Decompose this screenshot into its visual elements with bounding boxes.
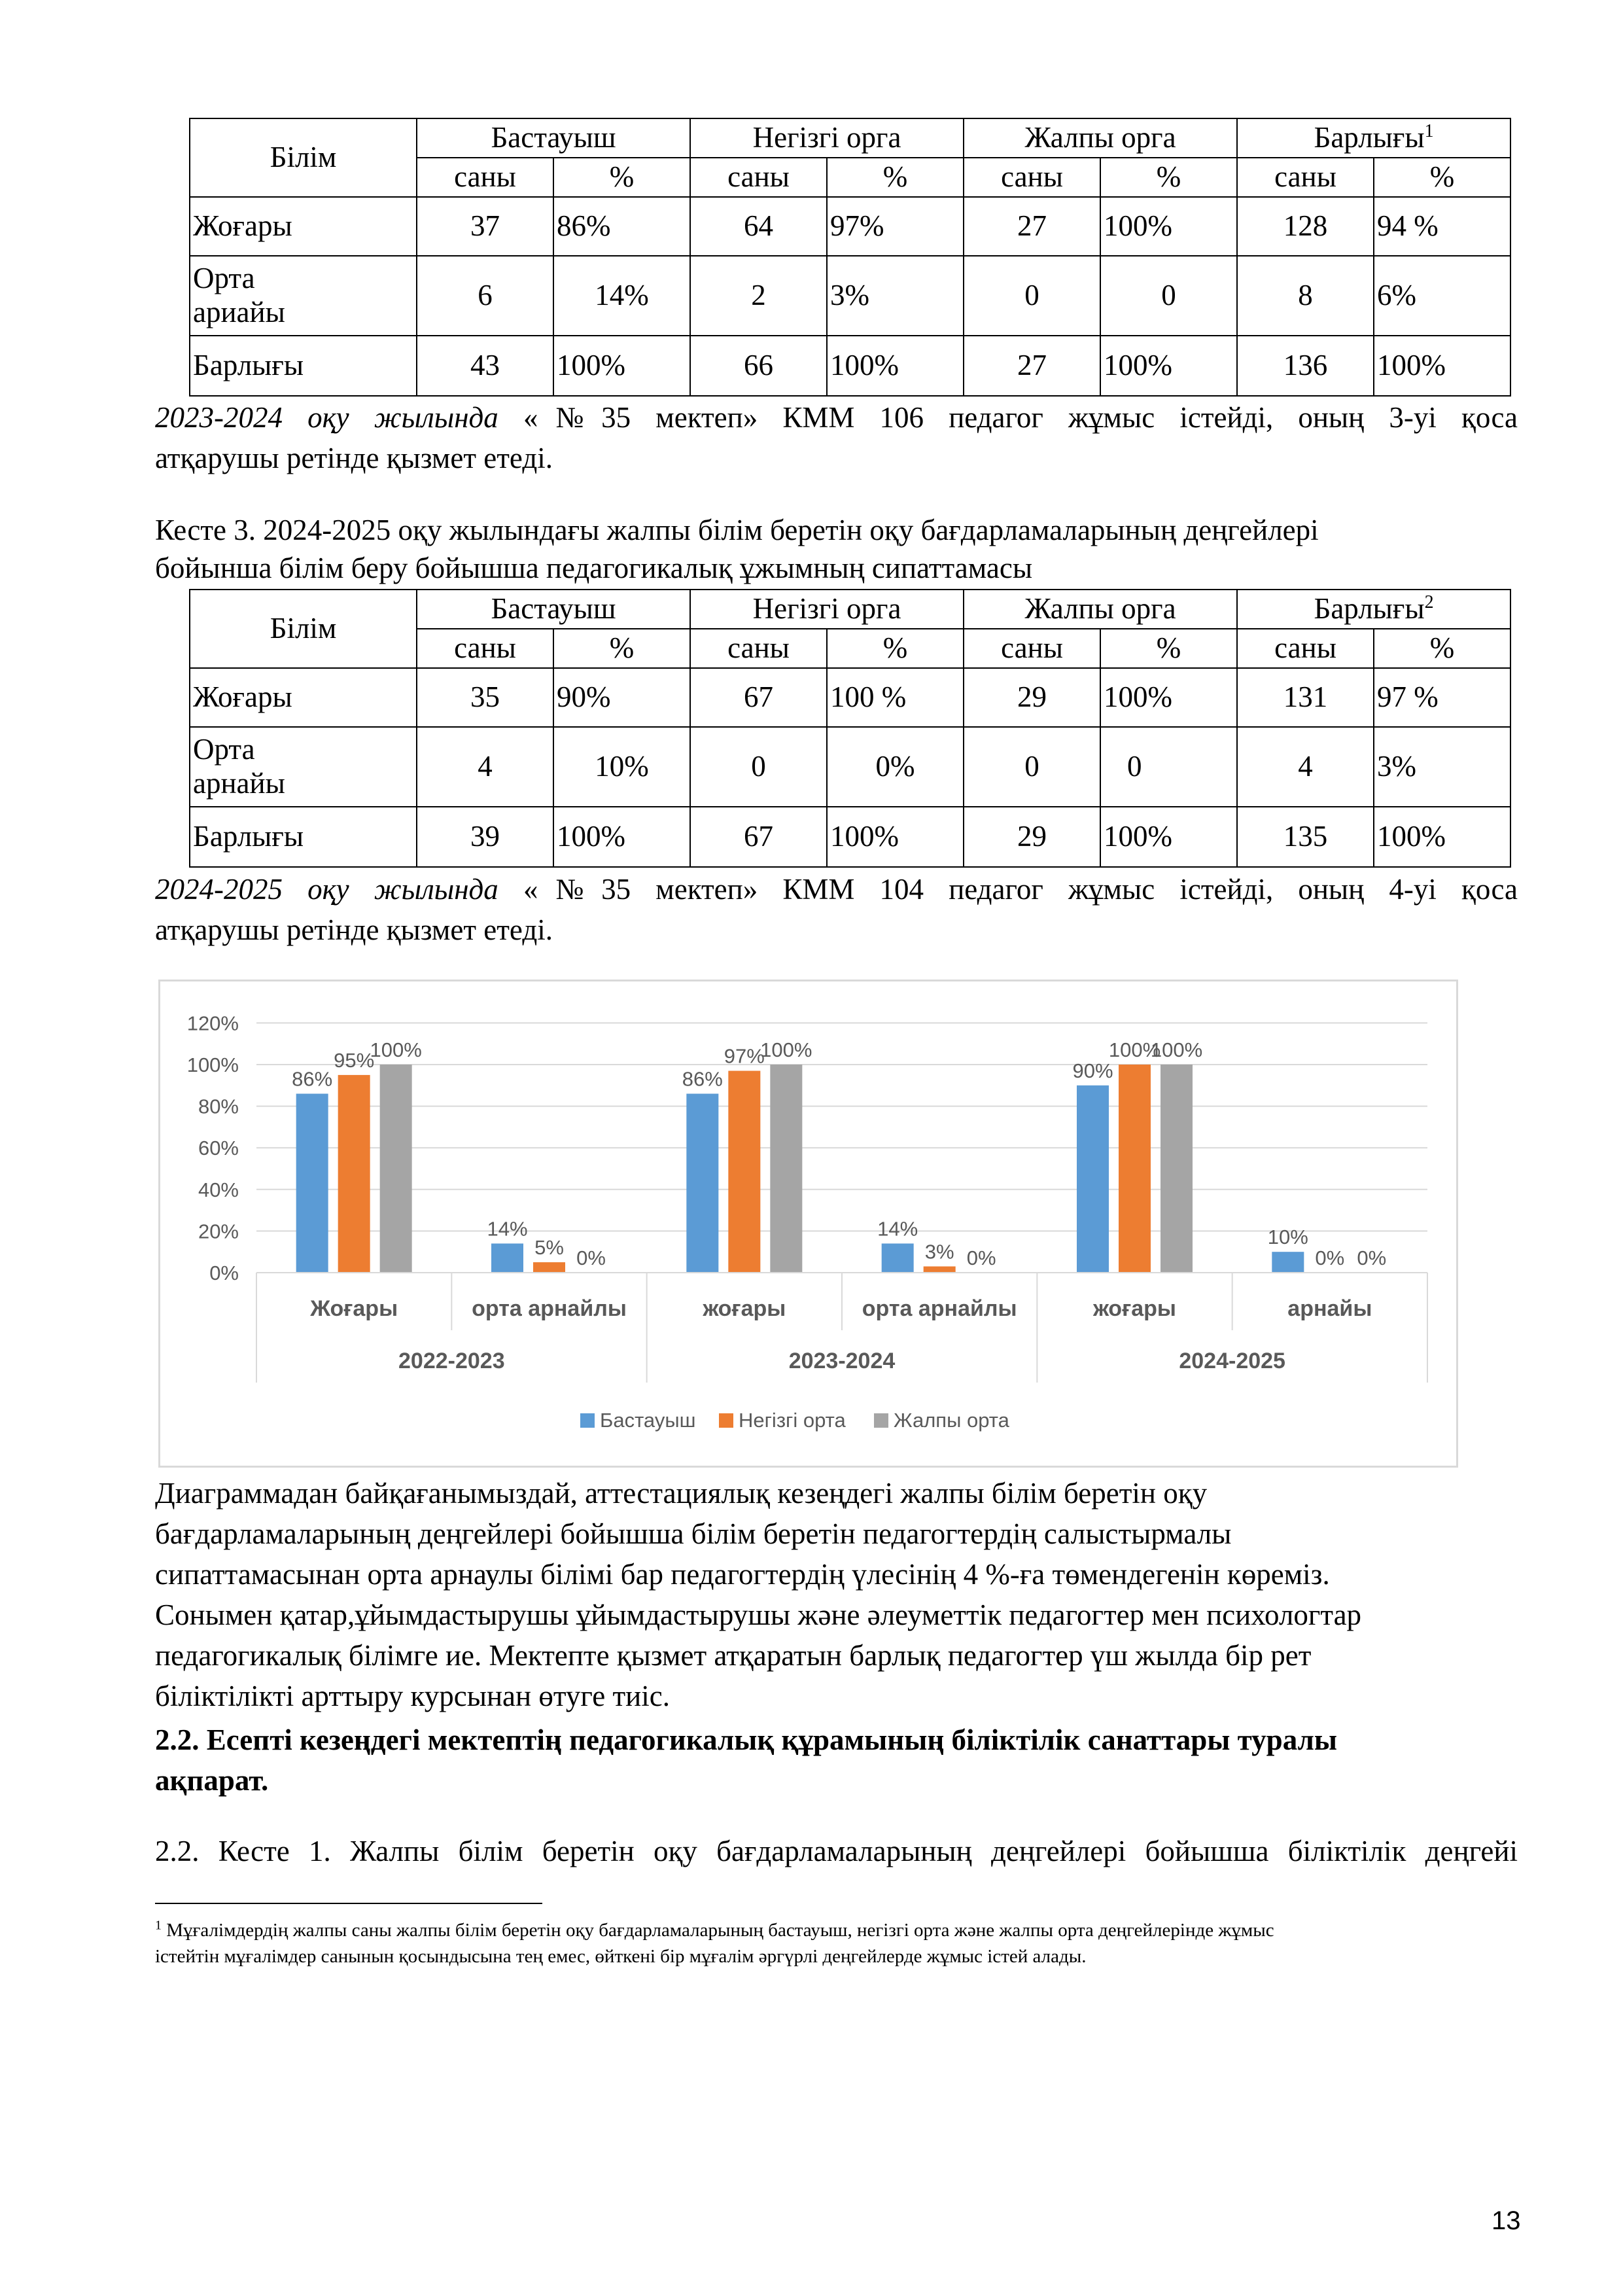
heading-line: ақпарат. xyxy=(155,1764,269,1797)
italic-year-phrase: 2023-2024 оқу жылында xyxy=(155,401,498,434)
legend-swatch xyxy=(719,1413,733,1428)
paragraph-2023-2024 xyxy=(155,397,1518,438)
table-cell: 35 xyxy=(417,668,553,727)
header-education: Білім xyxy=(190,118,417,197)
sub-count: саны xyxy=(964,158,1100,197)
data-label: 90% xyxy=(1072,1059,1113,1082)
table-cell: 0 xyxy=(690,727,827,807)
data-label: 86% xyxy=(682,1067,723,1091)
data-label: 14% xyxy=(487,1217,528,1241)
row-label: Барлығы xyxy=(190,336,417,396)
data-label: 97% xyxy=(724,1044,765,1068)
data-label: 100% xyxy=(1108,1038,1161,1061)
bar-негізгі-орта xyxy=(1119,1065,1151,1273)
table-cell: 100% xyxy=(1100,336,1237,396)
data-label: 86% xyxy=(292,1067,333,1091)
footnote-ref[interactable]: 2 xyxy=(1424,592,1434,613)
table-cell: 100% xyxy=(827,807,964,867)
table-cell: 100% xyxy=(553,807,690,867)
table-cell: 37 xyxy=(417,197,553,256)
table-caption-2-2: 2.2. Кесте 1. Жалпы білім беретін оқу бағдарламаларының деңгейлері бойышша біліктілік деңгейі xyxy=(155,1835,1518,1867)
bar-негізгі-орта xyxy=(924,1266,956,1273)
table-cell: 90% xyxy=(553,668,690,727)
table-cell: 100% xyxy=(1374,807,1510,867)
sub-percent: % xyxy=(827,629,964,668)
sub-count: саны xyxy=(1237,158,1374,197)
table-cell: 128 xyxy=(1237,197,1374,256)
table-cell: 29 xyxy=(964,807,1100,867)
paragraph-text: «№35 мектеп» КММ 104 педагог жұмыс істейді, оның 4-уі қоса xyxy=(498,873,1518,906)
page-number: 13 xyxy=(1492,2206,1521,2235)
table-row xyxy=(190,197,1510,256)
table-row xyxy=(190,807,1510,867)
bar-негізгі-орта xyxy=(533,1262,565,1273)
table-cell: 27 xyxy=(964,197,1100,256)
header-general-secondary: Жалпы орга xyxy=(964,590,1237,629)
row-label: Орта арнайы xyxy=(190,727,417,807)
data-label: 14% xyxy=(877,1217,918,1241)
data-label: 100% xyxy=(1150,1038,1203,1061)
header-total: Барлығы$^2$ xyxy=(1237,590,1510,629)
caption-line: Кесте 3. 2024-2025 оқу жылындағы жалпы білім беретін оқу бағдарламаларының деңгейлері xyxy=(155,514,1319,546)
table-cell: 0 xyxy=(964,256,1100,336)
italic-year-phrase: 2024-2025 оқу жылында xyxy=(155,873,498,906)
sub-percent: % xyxy=(1374,629,1510,668)
table-row xyxy=(190,668,1510,727)
y-tick-label: 0% xyxy=(209,1262,239,1284)
row-label: Жоғары xyxy=(190,668,417,727)
x-category-label: арнайы xyxy=(1287,1296,1372,1321)
x-category-label: Жоғары xyxy=(310,1296,398,1321)
data-label: 3% xyxy=(924,1240,954,1263)
data-label: 10% xyxy=(1267,1226,1308,1249)
footnote-text: Мұғалімдердің жалпы саны жалпы білім беретін оқу бағдарламаларының бастауыш, негізгі орта және жалпы орта деңгейлерінде жұмыс xyxy=(162,1920,1274,1941)
bar-жалпы-орта xyxy=(1161,1065,1193,1273)
header-total: Барлығы$^1$ xyxy=(1237,118,1510,158)
footnote-divider xyxy=(155,1903,542,1904)
legend-label: Негізгі орта xyxy=(739,1409,846,1432)
section-heading xyxy=(155,1720,1535,1801)
sub-percent: % xyxy=(1374,158,1510,197)
table-cell: 2 xyxy=(690,256,827,336)
table-cell: 100% xyxy=(553,336,690,396)
sub-percent: % xyxy=(1100,158,1237,197)
table-cell: 14% xyxy=(553,256,690,336)
table-cell: 136 xyxy=(1237,336,1374,396)
table-cell: 100% xyxy=(827,336,964,396)
table-cell: 3% xyxy=(827,256,964,336)
table-cell: 0 xyxy=(1100,727,1237,807)
sub-count: саны xyxy=(417,158,553,197)
table-cell: 27 xyxy=(964,336,1100,396)
header-education: Білім xyxy=(190,590,417,668)
legend-label: Бастауыш xyxy=(600,1409,696,1432)
y-tick-label: 40% xyxy=(198,1178,239,1201)
table-cell: 67 xyxy=(690,668,827,727)
table-cell: 6% xyxy=(1374,256,1510,336)
table-cell: 94 % xyxy=(1374,197,1510,256)
legend-label: Жалпы орта xyxy=(894,1409,1009,1432)
sub-count: саны xyxy=(690,158,827,197)
bar-бастауыш xyxy=(491,1243,523,1273)
paragraph-line: Сонымен қатар,ұйымдастырушы ұйымдастырушы және әлеуметтік педагогтер мен психологтар xyxy=(155,1598,1362,1631)
bar-бастауыш xyxy=(296,1094,328,1273)
heading-line: 2.2. Есепті кезеңдегі мектептің педагогикалық құрамының біліктілік санаттары туралы xyxy=(155,1723,1337,1756)
data-label: 0% xyxy=(1357,1246,1387,1269)
legend-swatch xyxy=(874,1413,888,1428)
table-cell: 86% xyxy=(553,197,690,256)
table-cell: 4 xyxy=(1237,727,1374,807)
table-cell: 29 xyxy=(964,668,1100,727)
table-cell: 43 xyxy=(417,336,553,396)
table-qualification-2024-2025 xyxy=(189,589,1511,868)
footnote-text: істейтін мұғалімдер санынын қосындысына тең емес, өйткені бір мұғалім әргүрлі деңгейлерде жұмыс істей алады. xyxy=(155,1946,1087,1967)
header-general-secondary: Жалпы орга xyxy=(964,118,1237,158)
sub-count: саны xyxy=(690,629,827,668)
table-row xyxy=(190,727,1510,807)
paragraph-line: педагогикалық білімге ие. Мектепте қызмет атқаратын барлық педагогтер үш жылда бір рет xyxy=(155,1639,1312,1672)
table-cell: 8 xyxy=(1237,256,1374,336)
data-label: 5% xyxy=(534,1236,564,1260)
data-label: 0% xyxy=(966,1246,996,1269)
row-label: Барлығы xyxy=(190,807,417,867)
x-group-label: 2023-2024 xyxy=(788,1349,896,1373)
x-group-label: 2022-2023 xyxy=(398,1349,505,1373)
bar-негізгі-орта xyxy=(338,1075,370,1273)
x-category-label: жоғары xyxy=(703,1296,786,1321)
table-cell: 131 xyxy=(1237,668,1374,727)
x-category-label: орта арнайлы xyxy=(472,1296,627,1321)
sub-count: саны xyxy=(417,629,553,668)
caption-line: бойынша білім беру бойышша педагогикалық ұжымның сипаттамасы xyxy=(155,552,1033,584)
table-cell: 4 xyxy=(417,727,553,807)
table-caption-3 xyxy=(155,510,1529,588)
y-tick-label: 20% xyxy=(198,1220,239,1243)
sub-count: саны xyxy=(1237,629,1374,668)
x-group-label: 2024-2025 xyxy=(1179,1349,1285,1373)
table-row xyxy=(190,256,1510,336)
paragraph-line: бағдарламаларының деңгейлері бойышша білім беретін педагогтердің салыстырмалы xyxy=(155,1517,1232,1550)
table-cell: 0% xyxy=(827,727,964,807)
data-label: 100% xyxy=(370,1038,422,1061)
table-row xyxy=(190,336,1510,396)
paragraph-2024-2025 xyxy=(155,869,1518,910)
x-category-label: жоғары xyxy=(1093,1296,1176,1321)
legend-swatch xyxy=(580,1413,595,1428)
data-label: 0% xyxy=(576,1246,606,1269)
data-label: 95% xyxy=(334,1048,375,1072)
sub-percent: % xyxy=(1100,629,1237,668)
table-cell: 100% xyxy=(1100,668,1237,727)
paragraph-line: сипаттамасынан орта арнаулы білімі бар педагогтердің үлесінің 4 %-ға төмендегенін көреміз. xyxy=(155,1558,1330,1591)
header-primary: Бастауыш xyxy=(417,590,690,629)
sub-percent: % xyxy=(827,158,964,197)
paragraph-text: «№35 мектеп» КММ 106 педагог жұмыс істейді, оның 3-уі қоса xyxy=(498,401,1518,434)
table-cell: 97 % xyxy=(1374,668,1510,727)
sub-count: саны xyxy=(964,629,1100,668)
conclusion-paragraph xyxy=(155,1473,1535,1716)
y-tick-label: 80% xyxy=(198,1095,239,1118)
bar-негізгі-орта xyxy=(728,1071,760,1273)
table-cell: 135 xyxy=(1237,807,1374,867)
bar-chart xyxy=(158,980,1458,1468)
table-cell: 6 xyxy=(417,256,553,336)
header-basic-secondary: Негізгі орга xyxy=(690,118,964,158)
bar-бастауыш xyxy=(1272,1252,1304,1273)
y-tick-label: 120% xyxy=(186,1012,239,1035)
row-label: Орта ариайы xyxy=(190,256,417,336)
bar-жалпы-орта xyxy=(770,1065,802,1273)
table-cell: 64 xyxy=(690,197,827,256)
table-cell: 100% xyxy=(1100,197,1237,256)
table-qualification-2023-2024 xyxy=(189,118,1511,397)
bar-бастауыш xyxy=(882,1243,914,1273)
footnote-ref[interactable]: 1 xyxy=(1424,121,1434,142)
table-cell: 97% xyxy=(827,197,964,256)
table-cell: 66 xyxy=(690,336,827,396)
table-cell: 0 xyxy=(1100,256,1237,336)
y-tick-label: 60% xyxy=(198,1137,239,1160)
row-label: Жоғары xyxy=(190,197,417,256)
paragraph-line: Диаграммадан байқағанымыздай, аттестациялық кезеңдегі жалпы білім беретін оқу xyxy=(155,1477,1208,1510)
footnote xyxy=(155,1917,1529,1969)
chart-svg xyxy=(160,981,1456,1466)
sub-percent: % xyxy=(553,158,690,197)
table-cell: 39 xyxy=(417,807,553,867)
table-cell: 3% xyxy=(1374,727,1510,807)
paragraph-2023-2024-line2: атқарушы ретінде қызмет етеді. xyxy=(155,442,553,474)
table-cell: 67 xyxy=(690,807,827,867)
paragraph-line: біліктілікті арттыру курсынан өтуге тиіс. xyxy=(155,1680,670,1712)
header-primary: Бастауыш xyxy=(417,118,690,158)
sub-percent: % xyxy=(553,629,690,668)
data-label: 100% xyxy=(760,1038,812,1061)
table-cell: 100 % xyxy=(827,668,964,727)
bar-бастауыш xyxy=(686,1094,718,1273)
y-tick-label: 100% xyxy=(186,1053,239,1076)
table-cell: 0 xyxy=(964,727,1100,807)
bar-жалпы-орта xyxy=(380,1065,412,1273)
header-basic-secondary: Негізгі орга xyxy=(690,590,964,629)
table-cell: 100% xyxy=(1374,336,1510,396)
x-category-label: орта арнайлы xyxy=(862,1296,1017,1321)
footnote-mark: 1 xyxy=(155,1918,162,1933)
data-label: 0% xyxy=(1315,1246,1345,1269)
paragraph-2024-2025-line2: атқарушы ретінде қызмет етеді. xyxy=(155,913,553,946)
table-cell: 10% xyxy=(553,727,690,807)
bar-бастауыш xyxy=(1077,1086,1109,1273)
table-cell: 100% xyxy=(1100,807,1237,867)
